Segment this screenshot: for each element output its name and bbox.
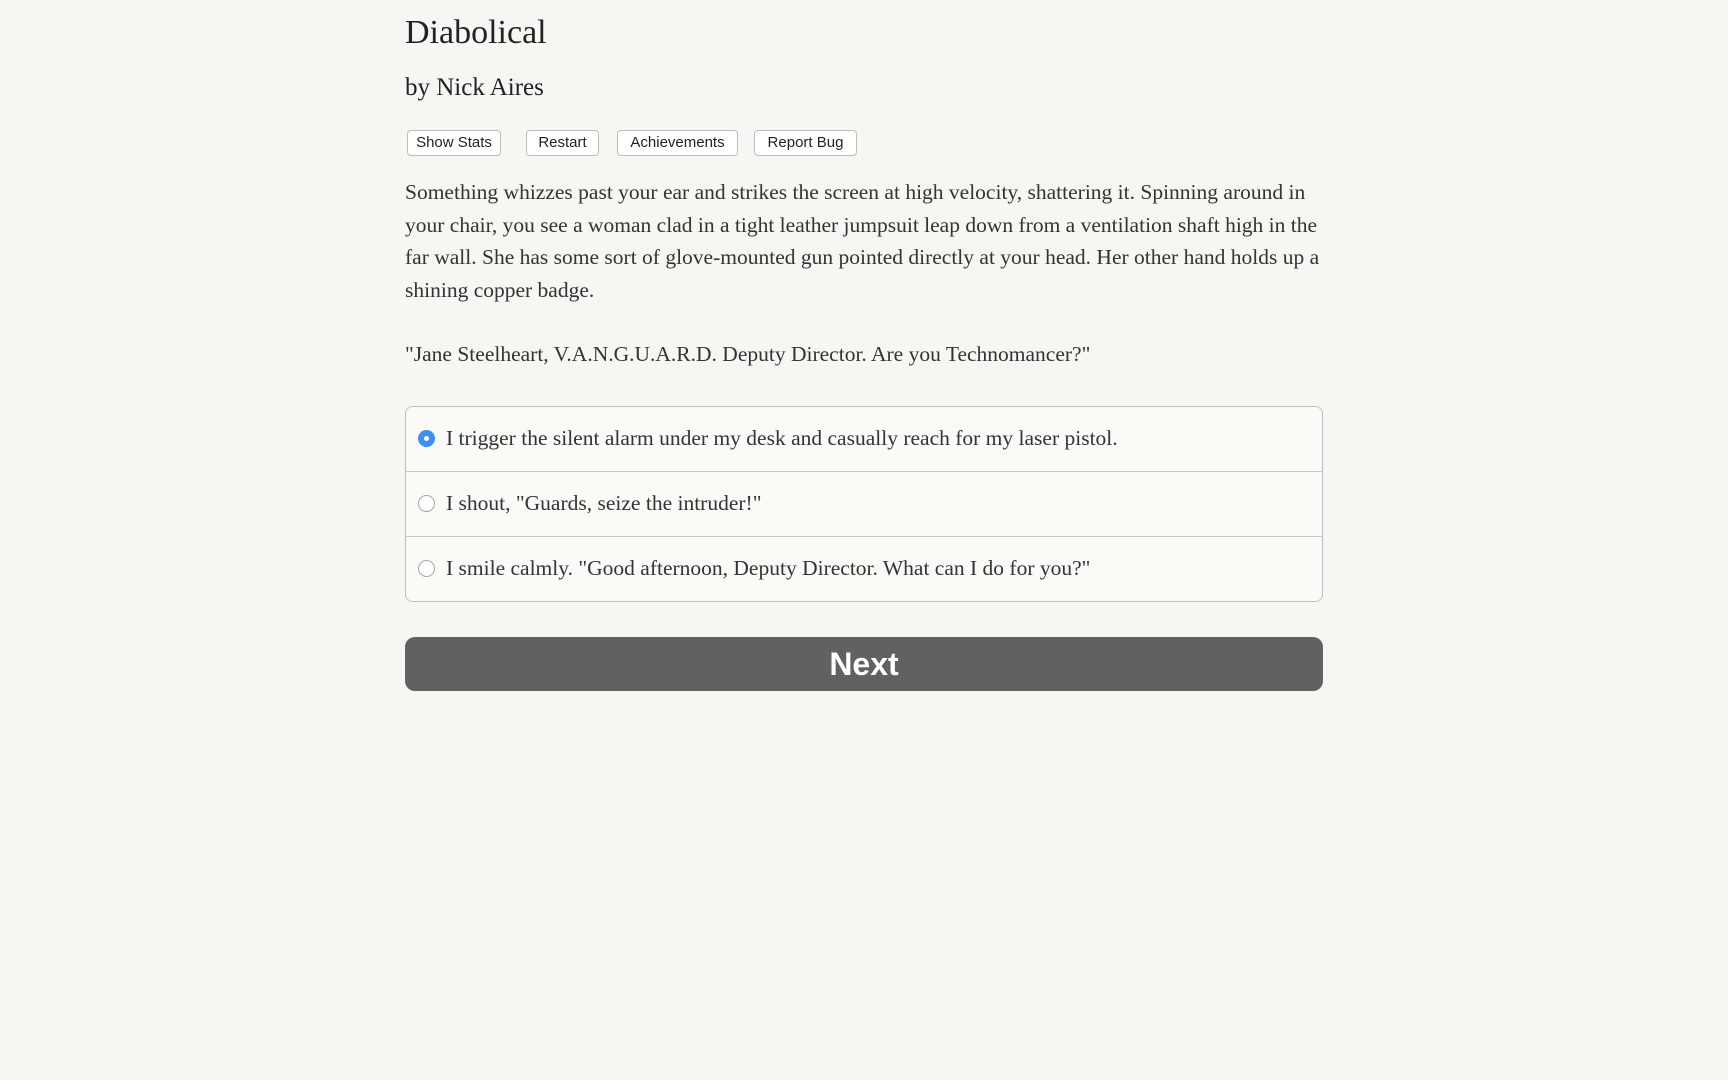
choice-label: I smile calmly. "Good afternoon, Deputy Director. What can I do for you?" <box>446 556 1091 580</box>
game-author: by Nick Aires <box>405 74 544 101</box>
next-button[interactable]: Next <box>405 637 1323 691</box>
radio-selected-icon[interactable] <box>418 430 435 447</box>
choice-label: I shout, "Guards, seize the intruder!" <box>446 491 762 515</box>
story-paragraph: Something whizzes past your ear and strikes the screen at high velocity, shattering it. Spinning around in your chair, you see a woman clad in a tight leather jumpsuit leap down from a ventilation shaft high in the far wall. She has some sort of glove-mounted gun pointed directly at your head. Her other hand holds up a shining copper badge. <box>405 180 1320 302</box>
radio-unselected-icon[interactable] <box>418 560 435 577</box>
choice-list <box>405 406 1323 602</box>
game-title: Diabolical <box>405 14 547 51</box>
story-text <box>405 176 1323 371</box>
restart-button[interactable]: Restart <box>526 130 599 156</box>
radio-unselected-icon[interactable] <box>418 495 435 512</box>
story-dialogue: "Jane Steelheart, V.A.N.G.U.A.R.D. Deputy Director. Are you Technomancer?" <box>405 342 1091 366</box>
choice-option-2[interactable] <box>406 472 1322 537</box>
achievements-button[interactable]: Achievements <box>617 130 738 156</box>
choice-option-1[interactable] <box>406 407 1322 472</box>
choice-option-3[interactable] <box>406 537 1322 602</box>
choice-label: I trigger the silent alarm under my desk and casually reach for my laser pistol. <box>446 426 1118 450</box>
report-bug-button[interactable]: Report Bug <box>754 130 857 156</box>
show-stats-button[interactable]: Show Stats <box>407 130 501 156</box>
